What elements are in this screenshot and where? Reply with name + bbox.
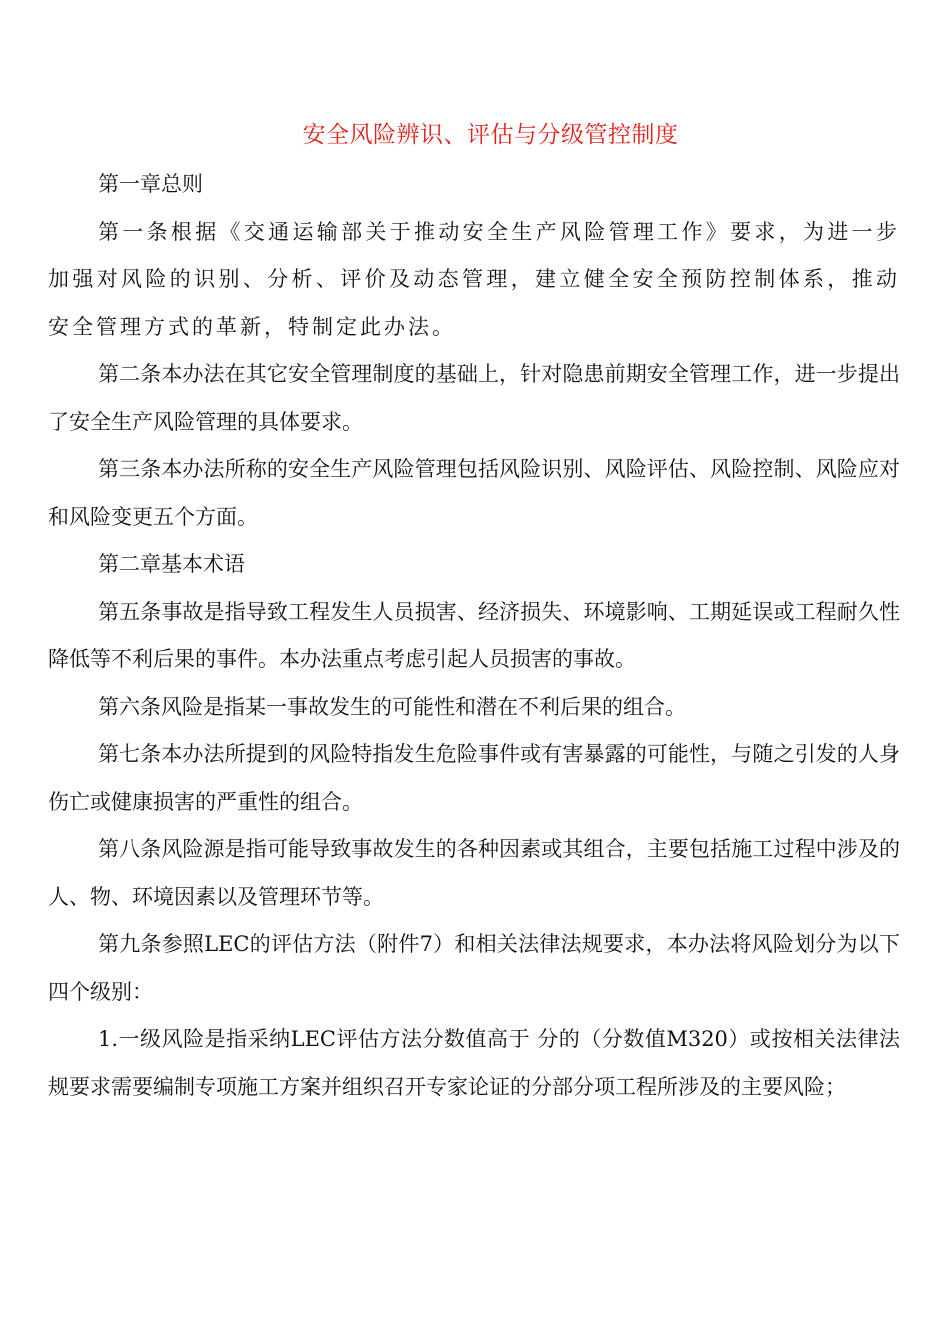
document-body xyxy=(48,161,900,1111)
article-7: 第七条本办法所提到的风险特指发生危险事件或有害暴露的可能性，与随之引发的人身伤亡或健康损害的严重性的组合。 xyxy=(48,742,900,814)
article-6: 第六条风险是指某一事故发生的可能性和潜在不利后果的组合。 xyxy=(98,694,686,719)
article-2: 第二条本办法在其它安全管理制度的基础上，针对隐患前期安全管理工作，进一步提出了安全生产风险管理的具体要求。 xyxy=(48,362,900,434)
article-9: 第九条参照LEC的评估方法（附件7）和相关法律法规要求，本办法将风险划分为以下四个级别： xyxy=(48,932,900,1004)
chapter-heading-1: 第一章总则 xyxy=(98,172,203,196)
article-1: 第一条根据《交通运输部关于推动安全生产风险管理工作》要求，为进一步加强对风险的识别、分析、评价及动态管理，建立健全安全预防控制体系，推动安全管理方式的革新，特制定此办法。 xyxy=(48,219,900,339)
article-5: 第五条事故是指导致工程发生人员损害、经济损失、环境影响、工期延误或工程耐久性降低等不利后果的事件。本办法重点考虑引起人员损害的事故。 xyxy=(48,599,900,671)
document-title: 安全风险辨识、评估与分级管控制度 xyxy=(302,122,679,148)
article-8: 第八条风险源是指可能导致事故发生的各种因素或其组合，主要包括施工过程中涉及的人、物、环境因素以及管理环节等。 xyxy=(48,837,900,909)
list-item-level-1: 1.一级风险是指采纳LEC评估方法分数值高于 分的（分数值M320）或按相关法律法规要求需要编制专项施工方案并组织召开专家论证的分部分项工程所涉及的主要风险； xyxy=(48,1027,900,1099)
chapter-heading-2: 第二章基本术语 xyxy=(98,552,245,576)
article-3: 第三条本办法所称的安全生产风险管理包括风险识别、风险评估、风险控制、风险应对和风险变更五个方面。 xyxy=(48,457,900,529)
